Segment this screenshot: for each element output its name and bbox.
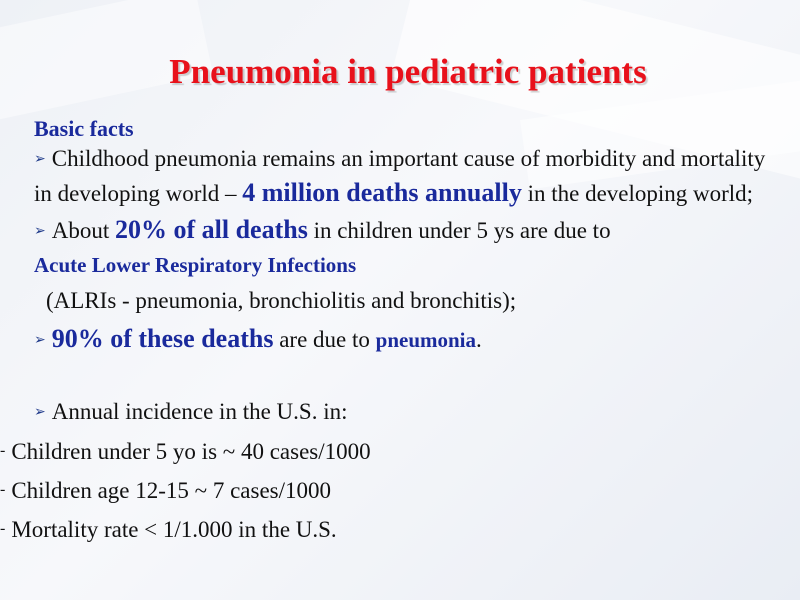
dash-item	[0, 515, 774, 548]
bullet-paragraph	[34, 215, 774, 280]
arrow-bullet-icon: ➢	[34, 405, 46, 420]
dash-bullet-icon: -	[0, 481, 6, 498]
highlight-text: pneumonia	[375, 328, 477, 352]
arrow-bullet-icon: ➢	[34, 224, 46, 239]
paragraph-text: Childhood pneumonia remains an important cause of morbidity and mortality in developing world –	[34, 146, 766, 206]
arrow-bullet-icon: ➢	[34, 152, 46, 167]
highlight-text: Acute Lower Respiratory Infections	[34, 253, 357, 277]
paragraph-text: in the developing world;	[527, 181, 754, 206]
dash-item-text: Mortality rate < 1/1.000 in the U.S.	[11, 517, 337, 542]
highlight-text: 90% of these deaths	[51, 324, 274, 353]
highlight-text: 20% of all deaths	[114, 215, 308, 244]
bullet-paragraph	[34, 144, 774, 209]
highlight-text: 4 million deaths annually	[242, 178, 522, 207]
dash-item	[0, 476, 774, 509]
dash-bullet-icon: -	[0, 520, 6, 537]
slide-content	[0, 116, 774, 548]
spacer	[34, 359, 774, 397]
dash-item	[0, 437, 774, 470]
section-heading: Basic facts	[34, 116, 134, 141]
bullet-paragraph	[34, 324, 774, 359]
paragraph-text: Annual incidence in the U.S. in:	[51, 399, 348, 424]
paragraph-text: are due to	[279, 327, 370, 352]
dash-item-text: Children age 12-15 ~ 7 cases/1000	[11, 478, 332, 503]
paragraph-text: .	[476, 327, 482, 352]
bullet-paragraph	[34, 397, 774, 431]
paragraph-text: About	[51, 218, 110, 243]
arrow-bullet-icon: ➢	[34, 333, 46, 348]
paragraph-text: in children under 5 ys are due to	[313, 218, 611, 243]
dash-bullet-icon: -	[0, 442, 6, 459]
paragraph-text: (ALRIs - pneumonia, bronchiolitis and bronchitis);	[46, 288, 517, 313]
slide-title: Pneumonia in pediatric patients	[169, 52, 647, 91]
dash-item-text: Children under 5 yo is ~ 40 cases/1000	[11, 439, 371, 464]
